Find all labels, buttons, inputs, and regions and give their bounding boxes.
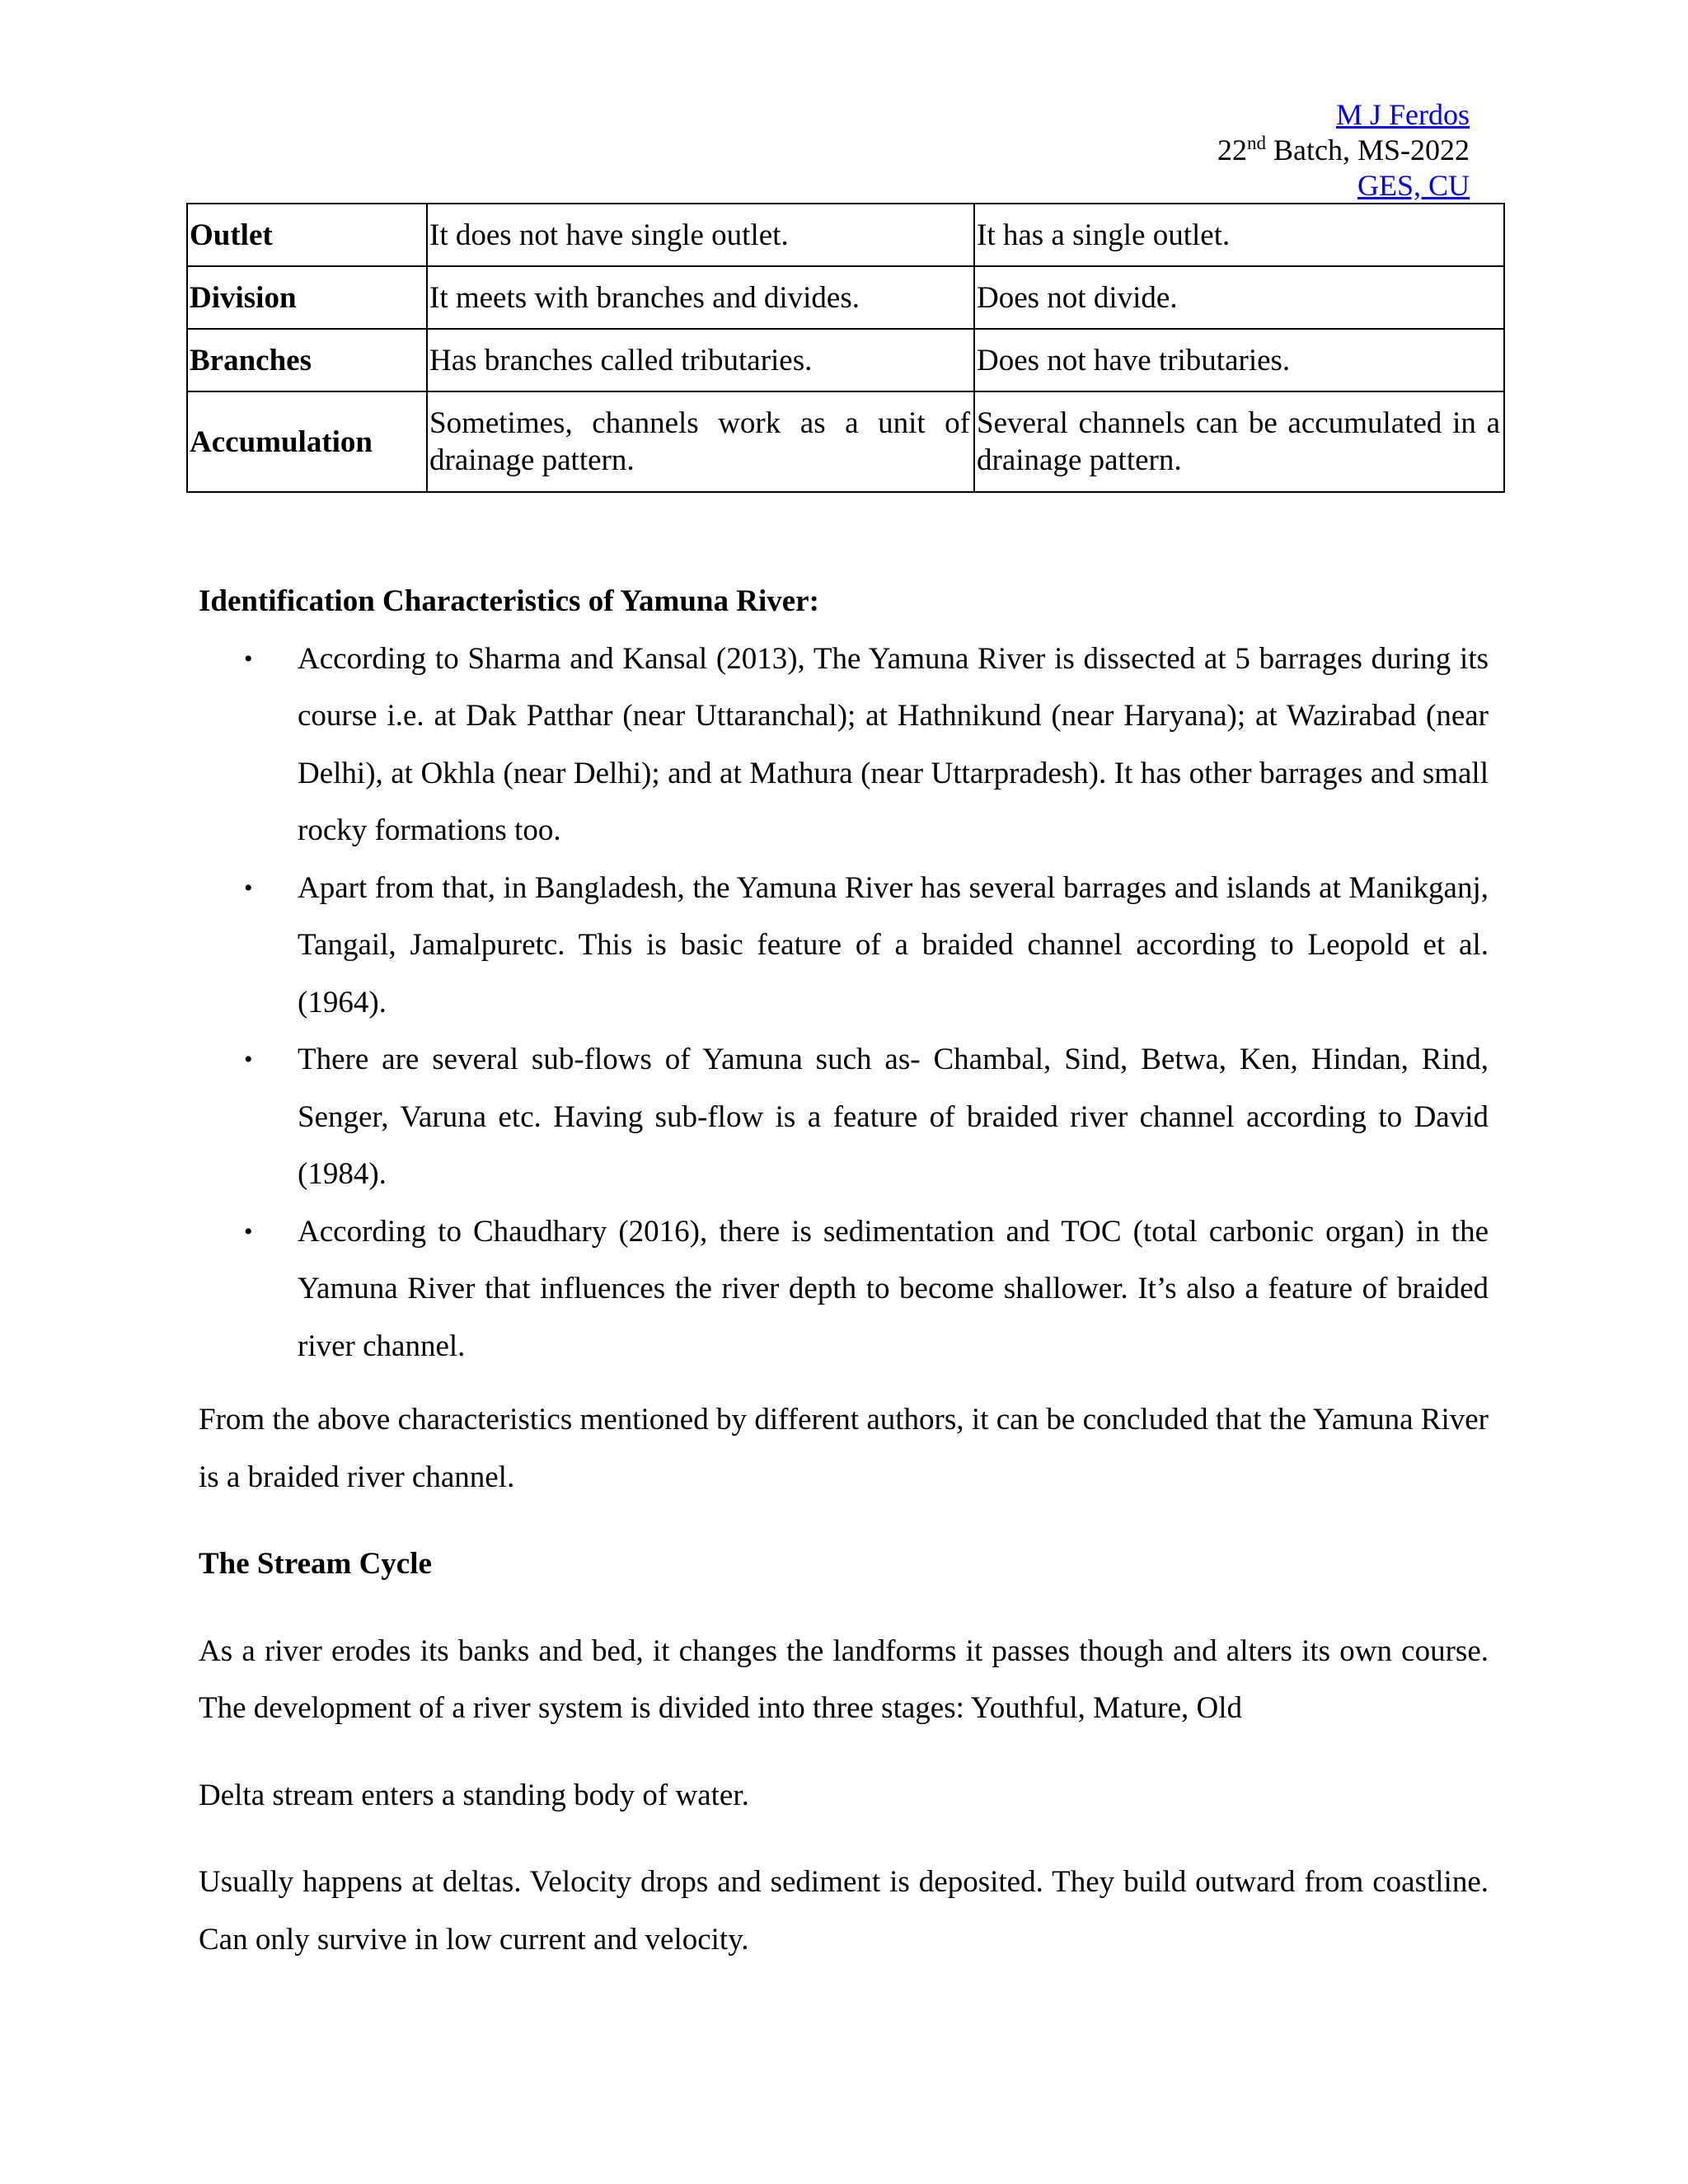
batch-rest: Batch, MS-2022 <box>1266 134 1470 166</box>
comparison-table <box>186 203 1505 493</box>
bullet-icon: • <box>244 644 253 673</box>
stream-cycle-paragraph: As a river erodes its banks and bed, it changes the landforms it passes though and alters its own course. The development of a river system is divided into three stages: Youthful, Mature, Old <box>199 1633 1489 1725</box>
bullet-text: According to Sharma and Kansal (2013), The Yamuna River is dissected at 5 barrages during its course i.e. at Dak Patthar (near Uttaranchal); at Hathnikund (near Haryana); at Wazirabad (near Delhi), at Okhla (near Delhi); and at Mathura (near Uttarpradesh). It has other barrages and small rocky formations too. <box>298 641 1489 847</box>
braided-cell: It meets with branches and divides. <box>427 266 974 329</box>
row-label: Division <box>187 266 427 329</box>
list-item <box>244 1203 1489 1376</box>
list-item <box>244 860 1489 1032</box>
row-label: Outlet <box>187 204 427 266</box>
yamuna-bullet-list <box>199 630 1489 1376</box>
page-header <box>1217 97 1470 204</box>
meandering-cell: Several channels can be accumulated in a drainage pattern. <box>974 391 1504 492</box>
meandering-cell: Does not have tributaries. <box>974 329 1504 391</box>
deposition-paragraph: Usually happens at deltas. Velocity drops and sediment is deposited. They build outward from coastline. Can only survive in low current and velocity. <box>199 1865 1489 1957</box>
delta-paragraph: Delta stream enters a standing body of water. <box>199 1778 749 1812</box>
row-label: Branches <box>187 329 427 391</box>
bullet-text: There are several sub-flows of Yamuna such as- Chambal, Sind, Betwa, Ken, Hindan, Rind, Senger, Varuna etc. Having sub-flow is a feature of braided river channel according to David (1984). <box>298 1043 1489 1191</box>
table-row <box>187 329 1504 391</box>
bullet-icon: • <box>244 1046 253 1073</box>
list-item <box>244 1031 1489 1203</box>
batch-line <box>1217 133 1470 168</box>
braided-cell: It does not have single outlet. <box>427 204 974 266</box>
bullet-text: Apart from that, in Bangladesh, the Yamuna River has several barrages and islands at Manikganj, Tangail, Jamalpuretc. This is basic feature of a braided channel according to Leopold et al. (1964). <box>298 870 1489 1019</box>
bullet-text: According to Chaudhary (2016), there is sedimentation and TOC (total carbonic organ) in the Yamuna River that influences the river depth to become shallower. It’s also a feature of braided river channel. <box>298 1214 1489 1363</box>
list-item <box>244 630 1489 860</box>
braided-cell: Sometimes, channels work as a unit of drainage pattern. <box>427 391 974 492</box>
document-body <box>199 573 1489 1968</box>
batch-suffix: nd <box>1247 133 1266 153</box>
stream-cycle-heading: The Stream Cycle <box>199 1547 432 1581</box>
bullet-icon: • <box>244 874 253 902</box>
department-link[interactable]: GES, CU <box>1357 169 1470 202</box>
author-link[interactable]: M J Ferdos <box>1335 98 1470 131</box>
conclusion-paragraph: From the above characteristics mentioned by different authors, it can be concluded that the Yamuna River is a braided river channel. <box>199 1403 1489 1494</box>
braided-cell: Has branches called tributaries. <box>427 329 974 391</box>
table-row <box>187 266 1504 329</box>
batch-number: 22 <box>1217 134 1247 166</box>
table-row <box>187 391 1504 492</box>
yamuna-heading: Identification Characteristics of Yamuna River: <box>199 584 819 618</box>
table-row <box>187 204 1504 266</box>
meandering-cell: It has a single outlet. <box>974 204 1504 266</box>
row-label: Accumulation <box>187 391 427 492</box>
bullet-icon: • <box>244 1217 253 1245</box>
meandering-cell: Does not divide. <box>974 266 1504 329</box>
